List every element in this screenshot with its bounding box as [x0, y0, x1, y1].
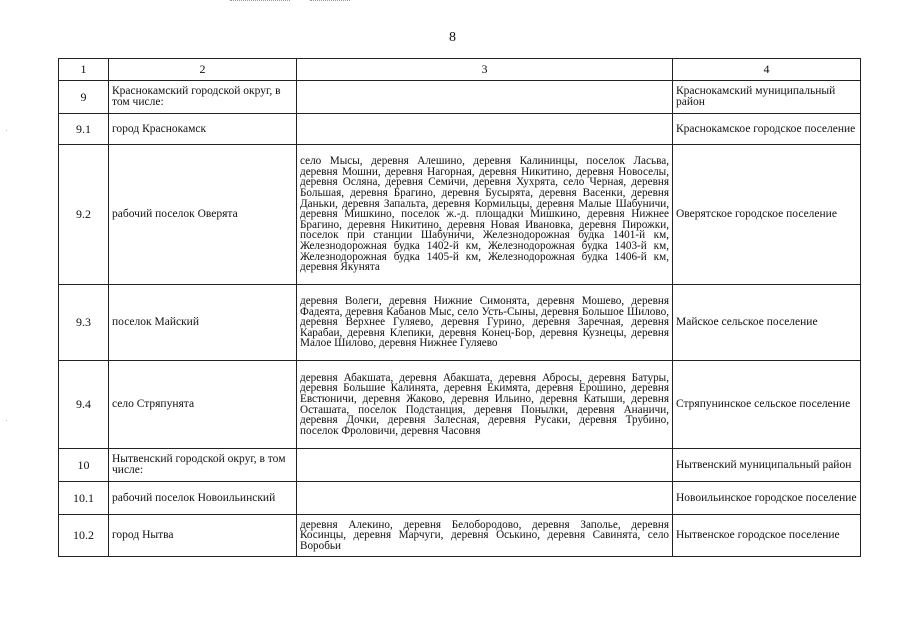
column-header-3: 3 — [297, 59, 673, 81]
row-number: 9.4 — [59, 361, 109, 449]
municipality-name: Нытвенское городское поселение — [673, 515, 861, 557]
row-number: 9 — [59, 81, 109, 114]
table-row — [59, 515, 861, 557]
row-number: 10 — [59, 449, 109, 482]
municipality-name: Краснокамское городское поселение — [673, 114, 861, 145]
row-number: 9.2 — [59, 145, 109, 285]
localities-list — [297, 482, 673, 515]
settlement-name: Нытвенский городской округ, в том числе: — [109, 449, 297, 482]
settlement-name: город Краснокамск — [109, 114, 297, 145]
table-row — [59, 449, 861, 482]
table-row — [59, 145, 861, 285]
municipality-name: Нытвенский муниципальный район — [673, 449, 861, 482]
scan-artifact-top — [230, 0, 290, 3]
localities-list — [297, 114, 673, 145]
settlements-table — [58, 58, 861, 557]
table-row — [59, 114, 861, 145]
row-number: 10.1 — [59, 482, 109, 515]
scan-margin-mark — [6, 420, 7, 421]
row-number: 9.3 — [59, 285, 109, 361]
municipality-name: Стряпунинское сельское поселение — [673, 361, 861, 449]
localities-list: деревня Алекино, деревня Белобородово, деревня Запольe, деревня Косинцы, деревня Марчуги, деревня Оськино, деревня Савинята, село Воробьи — [297, 515, 673, 557]
column-header-4: 4 — [673, 59, 861, 81]
settlement-name: рабочий поселок Оверята — [109, 145, 297, 285]
scan-margin-mark — [6, 130, 7, 131]
row-number: 9.1 — [59, 114, 109, 145]
localities-list — [297, 449, 673, 482]
settlement-name: город Нытва — [109, 515, 297, 557]
municipality-name: Новоильинское городское поселение — [673, 482, 861, 515]
settlement-name: рабочий поселок Новоильинский — [109, 482, 297, 515]
column-header-1: 1 — [59, 59, 109, 81]
row-number: 10.2 — [59, 515, 109, 557]
municipality-name: Оверятское городское поселение — [673, 145, 861, 285]
settlement-name: поселок Майский — [109, 285, 297, 361]
header-row — [59, 59, 861, 81]
localities-list: село Мысы, деревня Алешино, деревня Калининцы, поселок Ласьва, деревня Мошни, деревня Нагорная, деревня Никитино, деревня Новоселы, деревня Осляна, деревня Семичи, деревня Хухрята, село Черная, деревня Большая, деревня Брагино, деревня Бусырята, деревня Васенки, деревня Даньки, деревня Запальта, деревня Кормильцы, деревня Малые Шабуничи, деревня Мишкино, поселок ж.-д. площадки Мишкино, деревня Нижнее Брагино, деревня Никитино, деревня Новая Ивановка, деревня Пирожки, поселок при станции Шабуничи, Железнодорожная будка 1401-й км, Железнодорожная будка 1402-й км, Железнодорожная будка 1403-й км, Железнодорожная будка 1405-й км, Железнодорожная будка 1406-й км, деревня Якунята — [297, 145, 673, 285]
table-row — [59, 361, 861, 449]
scan-artifact-top — [310, 0, 350, 3]
municipality-name: Майское сельское поселение — [673, 285, 861, 361]
page-number: 8 — [449, 30, 456, 45]
municipality-name: Краснокамский муниципальный район — [673, 81, 861, 114]
localities-list: деревня Волеги, деревня Нижние Симонята, деревня Мошево, деревня Фадеята, деревня Кабанов Мыс, село Усть-Сыны, деревня Большое Шилово, деревня Верхнее Гуляево, деревня Гурино, деревня Заречная, деревня Карабаи, деревня Клепики, деревня Конец-Бор, деревня Кузнецы, деревня Малое Шилово, деревня Нижнее Гуляево — [297, 285, 673, 361]
table-row — [59, 81, 861, 114]
localities-list — [297, 81, 673, 114]
settlement-name: Краснокамский городской округ, в том числе: — [109, 81, 297, 114]
column-header-2: 2 — [109, 59, 297, 81]
table-row — [59, 482, 861, 515]
settlement-name: село Стряпунята — [109, 361, 297, 449]
table-row — [59, 285, 861, 361]
localities-list: деревня Абакшата, деревня Абакшата, деревня Абросы, деревня Батуры, деревня Большие Калинята, деревня Екимята, деревня Ерошино, деревня Евстюничи, деревня Жаково, деревня Ильино, деревня Катыши, деревня Осташата, поселок Подстанция, деревня Понылки, деревня Ананичи, деревня Дочки, деревня Залесная, деревня Русаки, деревня Трубино, поселок Фроловичи, деревня Часовня — [297, 361, 673, 449]
